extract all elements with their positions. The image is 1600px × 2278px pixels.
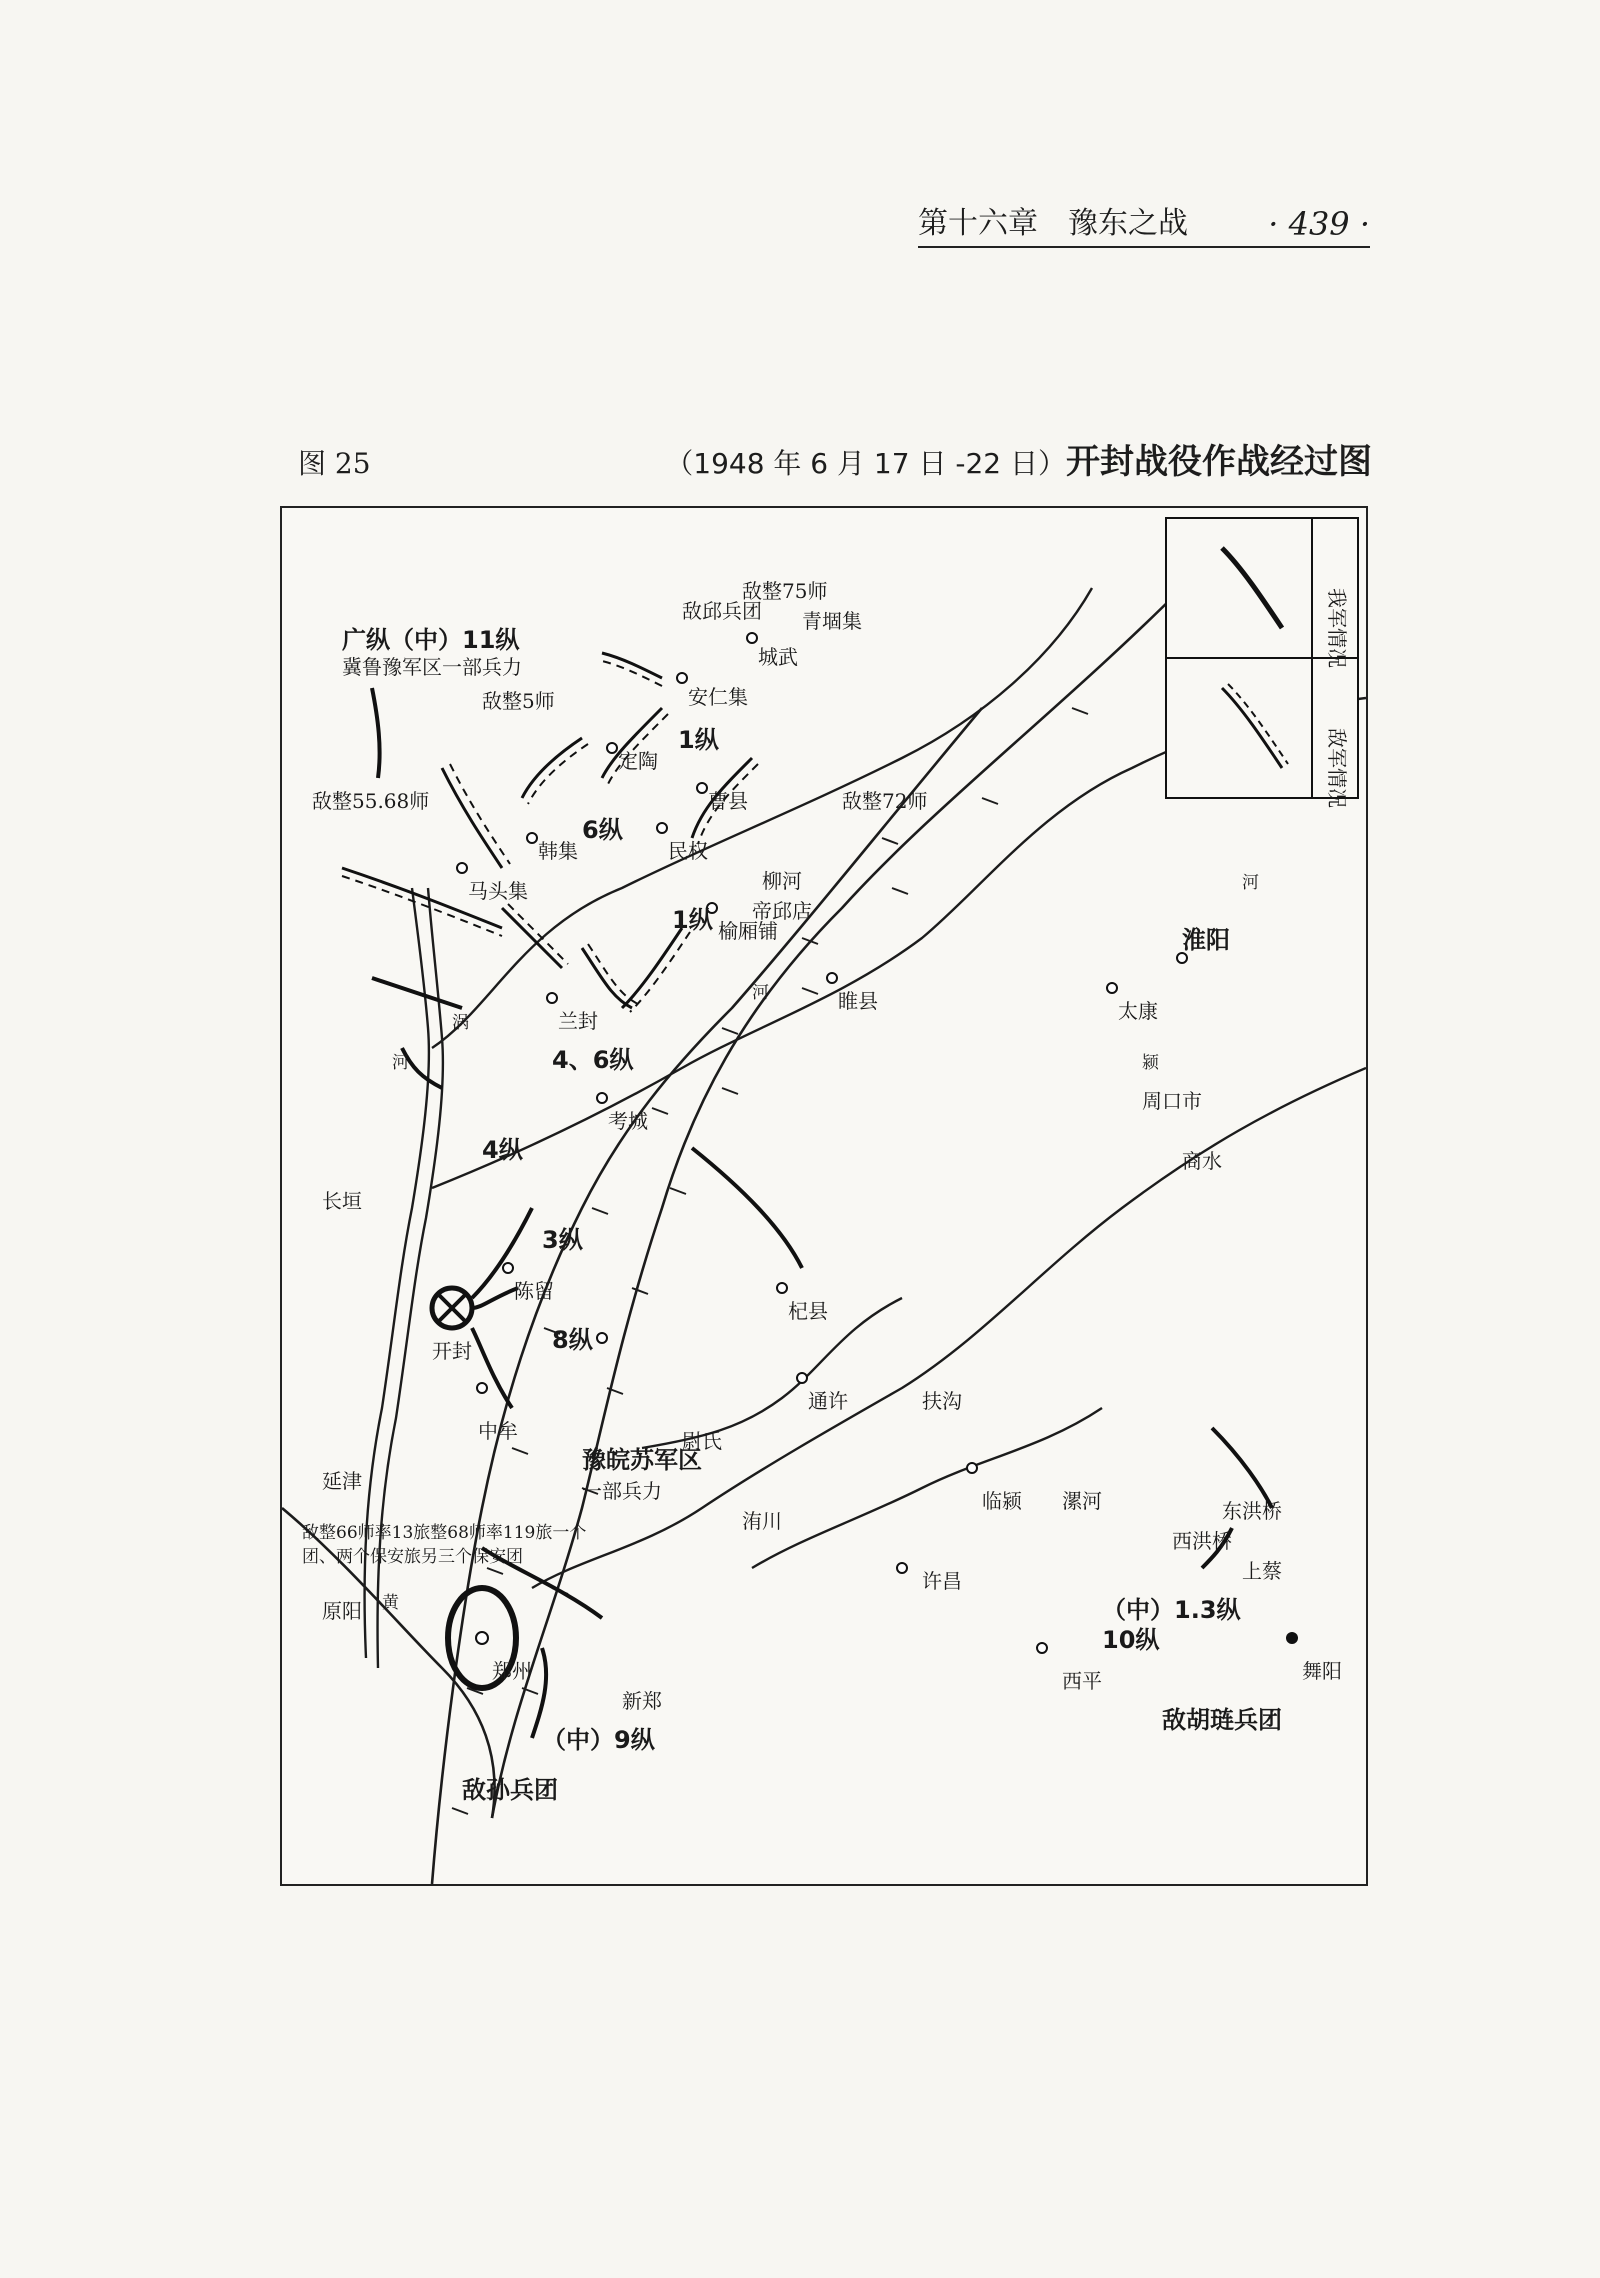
unit-zong-4-6: 4、6纵 (552, 1046, 634, 1074)
battle-map (280, 506, 1368, 1886)
figure-dates: （1948 年 6 月 17 日 -22 日） (665, 447, 1066, 480)
place-matouji: 马头集 (468, 879, 528, 903)
unit-zong-1-minquan: 1纵 (672, 906, 713, 934)
figure-title-text: 开封战役作战经过图 (1066, 442, 1372, 482)
place-qixian: 杞县 (788, 1299, 828, 1323)
river-huang: 黄 (382, 1593, 399, 1613)
place-yuhuangpu: 榆厢铺 (718, 919, 778, 943)
place-tongxu: 通许 (808, 1389, 848, 1413)
place-shangshui: 商水 (1182, 1149, 1222, 1173)
place-zhongmou: 中牟 (478, 1419, 518, 1443)
page-number: · 439 · (1268, 205, 1370, 243)
chapter-title: 第十六章 豫东之战 (918, 206, 1188, 241)
unit-guangzong: 广纵（中）11纵 (342, 626, 520, 654)
running-head (918, 206, 1370, 248)
place-kaocheng: 考城 (608, 1109, 648, 1133)
place-donghongqiao: 东洪桥 (1222, 1499, 1282, 1523)
unit-zong-10: 10纵 (1102, 1626, 1160, 1654)
enemy-garrison-1: 敌整66师率13旅整68师率119旅一个 (302, 1523, 587, 1543)
place-qingguji: 青堌集 (802, 609, 862, 633)
place-minquan: 民权 (668, 839, 708, 863)
own-forces-arrows (372, 688, 1272, 1738)
place-wuyang: 舞阳 (1302, 1659, 1342, 1683)
place-shangcai: 上蔡 (1242, 1559, 1282, 1583)
enemy-sun-bingtuan: 敌孙兵团 (462, 1776, 558, 1804)
enemy-qiu-bingtuan: 敌邱兵团 (682, 599, 762, 623)
place-fugou: 扶沟 (922, 1389, 962, 1413)
place-weichuan: 洧川 (742, 1509, 782, 1533)
place-yuanyang: 原阳 (322, 1599, 362, 1623)
place-suixian: 睢县 (838, 989, 878, 1013)
figure-number: 图 25 (298, 447, 371, 480)
shahe-river (752, 1408, 1102, 1568)
place-weishi: 尉氏 (682, 1429, 722, 1453)
unit-zong-8: 8纵 (552, 1326, 593, 1354)
map-canvas (282, 508, 1366, 1884)
longhai-railway (492, 588, 1182, 1818)
place-diqiudian: 帝邱店 (752, 899, 812, 923)
place-anrenji: 安仁集 (688, 685, 748, 709)
unit-jilu-yu: 冀鲁豫军区一部兵力 (342, 655, 522, 679)
unit-zong-3: 3纵 (542, 1226, 583, 1254)
place-xihongqiao: 西洪桥 (1172, 1529, 1232, 1553)
enemy-zhengzheng-75: 敌整75师 (742, 579, 828, 603)
place-chenliu: 陈留 (514, 1279, 554, 1303)
place-huaiyang: 淮阳 (1182, 926, 1230, 954)
unit-zong-1-north: 1纵 (678, 726, 719, 754)
river-ying: 颍 (1142, 1053, 1159, 1073)
unit-yuwansu-1: 豫皖苏军区 (582, 1446, 702, 1474)
river-he-3: 河 (1242, 873, 1259, 893)
place-kaifeng: 开封 (432, 1339, 472, 1363)
enemy-zhengzheng-72: 敌整72师 (842, 789, 928, 813)
place-liuhe: 柳河 (762, 869, 802, 893)
enemy-hu-lian-bingtuan: 敌胡琏兵团 (1162, 1706, 1282, 1734)
enemy-zhengzheng-5: 敌整5师 (482, 689, 555, 713)
legend (1166, 518, 1358, 808)
jialu-river (642, 1298, 902, 1448)
place-linying: 临颍 (982, 1489, 1022, 1513)
place-xiping: 西平 (1062, 1669, 1102, 1693)
place-taikang: 太康 (1118, 999, 1158, 1023)
place-hanji: 韩集 (538, 839, 578, 863)
place-luohe: 漯河 (1062, 1489, 1102, 1513)
figure-title (665, 434, 1372, 483)
river-he-2: 河 (752, 983, 769, 1003)
unit-zong-6: 6纵 (582, 816, 623, 844)
place-xinzheng: 新郑 (622, 1689, 662, 1713)
place-lankao: 兰封 (558, 1009, 598, 1033)
place-changyuan: 长垣 (322, 1189, 362, 1213)
legend-enemy-label: 敌军情况 (1325, 728, 1349, 808)
enemy-garrison-2: 团、两个保安旅另三个保安团 (302, 1547, 523, 1567)
enemy-zhengzheng-55-68: 敌整55.68师 (312, 789, 430, 813)
place-zhengzhou: 郑州 (492, 1659, 532, 1683)
place-xuchang: 许昌 (922, 1569, 962, 1593)
unit-yuwansu-2: 一部兵力 (582, 1479, 662, 1503)
river-guo: 涡 (452, 1013, 469, 1033)
kaifeng-captured-marker (432, 1288, 472, 1328)
river-he-1: 河 (392, 1053, 409, 1073)
unit-zong-13: （中）1.3纵 (1102, 1596, 1241, 1624)
place-zhoukou: 周口市 (1142, 1089, 1202, 1113)
place-dingtao: 定陶 (618, 749, 658, 773)
place-caoxian: 曹县 (708, 789, 748, 813)
unit-zong-4: 4纵 (482, 1136, 523, 1164)
unit-zong-9: （中）9纵 (542, 1726, 655, 1754)
legend-own-label: 我军情况 (1325, 588, 1349, 668)
place-chengwu: 城武 (758, 645, 798, 669)
own-unit-labels (342, 626, 1242, 1754)
place-yanjin: 延津 (322, 1469, 362, 1493)
